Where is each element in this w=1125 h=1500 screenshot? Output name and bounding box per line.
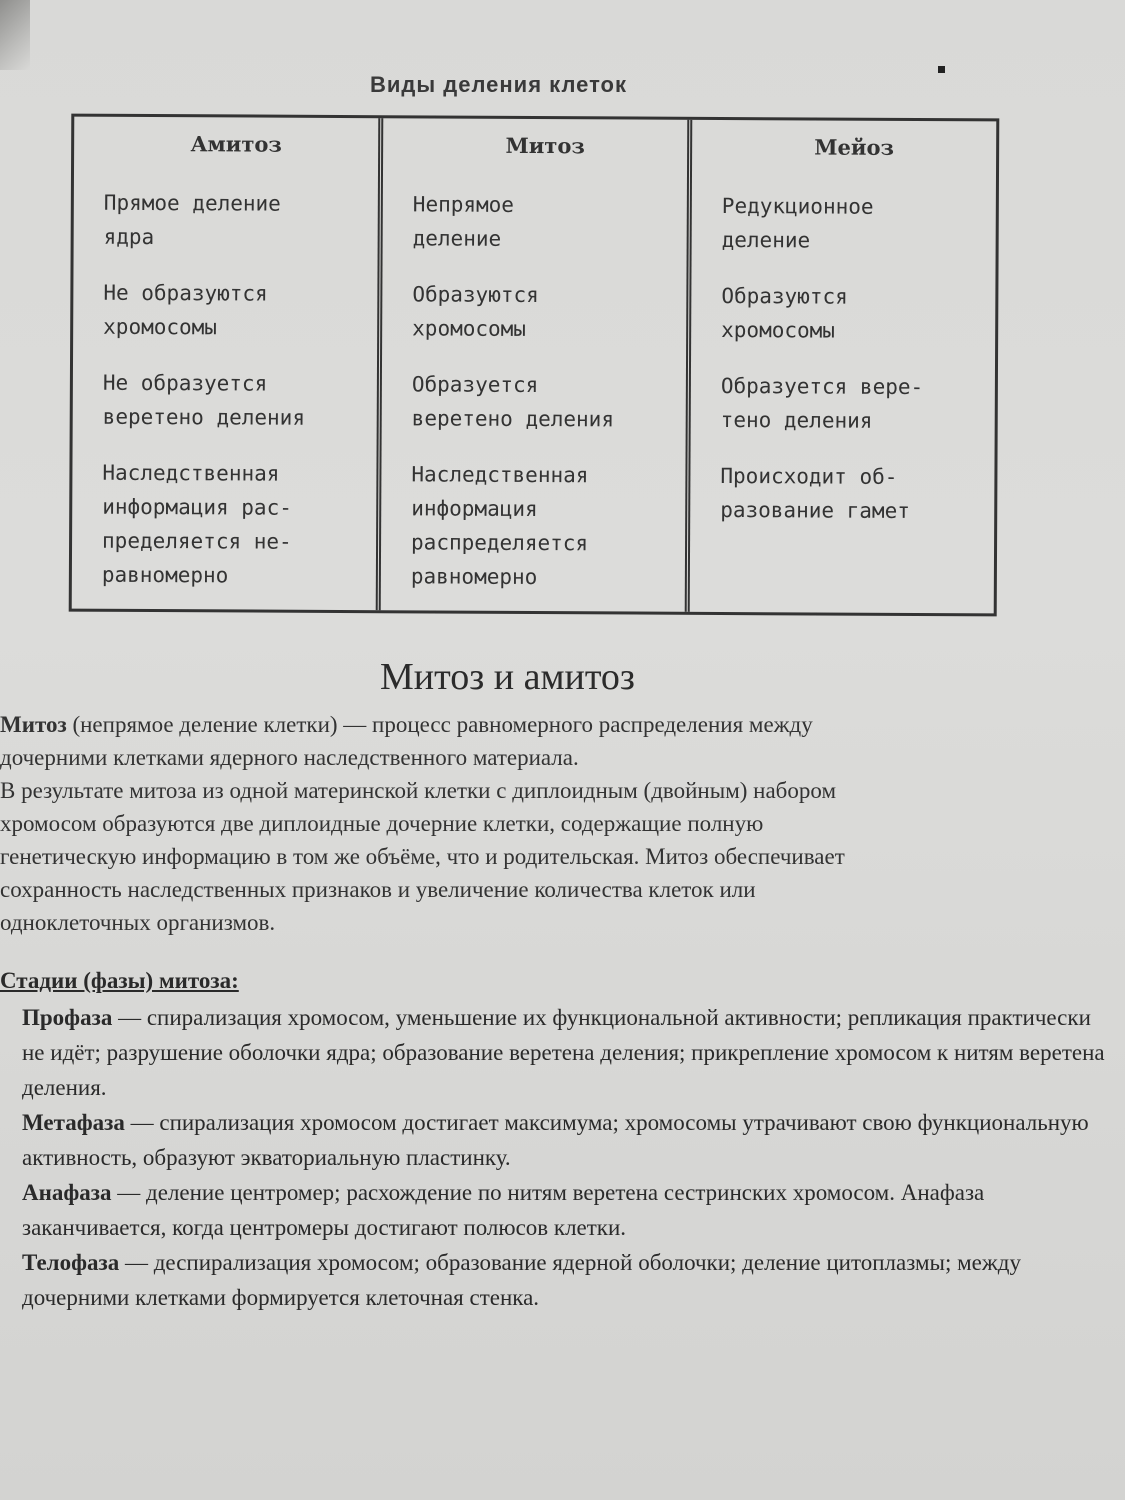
table-cell: Не образуются хромосомы (103, 280, 268, 340)
table-cell: Образуется веретено деления (411, 372, 615, 432)
column-meiosis (685, 120, 997, 614)
stages-list (22, 1000, 1117, 1315)
section-heading: Митоз и амитоз (380, 656, 635, 698)
print-dot (938, 66, 945, 73)
intro-paragraph (0, 708, 1110, 774)
table-cell: Не образуется веретено деления (102, 370, 306, 430)
stage-name: Телофаза (22, 1250, 120, 1275)
table-cell: Непрямое деление (412, 192, 515, 251)
column-header: Митоз (505, 132, 585, 159)
result-paragraph: В результате митоза из одной материнской клетки с диплоидным (двойным) набором хромосом образуются две диплоидные дочерние клетки, содержащие полную генетическую информацию в том же объёме, что и родительская. Митоз обеспечивает сохранность наследственных признаков и увеличение количества клеток или одноклеточных организмов. (0, 778, 845, 935)
table-title: Виды деления клеток (370, 72, 628, 97)
table-cell: Наследственная информация рас- пределяется не- равномерно (101, 460, 292, 588)
stage-telophase (22, 1245, 1117, 1315)
stage-name: Анафаза (22, 1180, 112, 1205)
column-mitosis (376, 118, 688, 612)
table-cell: Образуются хромосомы (721, 283, 848, 343)
table-cell: Происходит об- разование гамет (720, 463, 910, 523)
stage-anaphase (22, 1175, 1117, 1245)
stage-text: — деление центромер; расхождение по нитям веретена сестринских хромосом. Анафаза заканчивается, когда центромеры достигают полюсов клетки. (22, 1180, 985, 1240)
cell-division-table (69, 114, 1000, 617)
intro-term: Митоз (0, 712, 67, 737)
stage-name: Профаза (22, 1005, 113, 1030)
intro-text: (непрямое деление клетки) — процесс равномерного распределения между дочерними клетками ядерного наследственного материала. (0, 712, 813, 770)
table-cell: Редукционное деление (721, 193, 874, 253)
table-cell: Образуется вере- тено деления (720, 373, 924, 433)
table-cell: Прямое деление ядра (103, 190, 281, 250)
stage-text: — спирализация хромосом, уменьшение их функциональной активности; репликация практически не идёт; разрушение оболочки ядра; образование веретена деления; прикрепление хромосом к нитям веретена деления. (22, 1005, 1105, 1100)
table-cell: Наследственная информация распределяется равномерно (410, 462, 589, 590)
stage-text: — деспирализация хромосом; образование ядерной оболочки; деление цитоплазмы; между дочерними клетками формируется клеточная стенка. (22, 1250, 1021, 1310)
stage-metaphase (22, 1105, 1117, 1175)
column-header: Амитоз (190, 131, 282, 157)
column-header: Мейоз (814, 134, 895, 160)
table-cell: Образуются хромосомы (412, 282, 539, 341)
stage-name: Метафаза (22, 1110, 125, 1135)
stages-title: Стадии (фазы) митоза: (0, 968, 239, 993)
stage-prophase (22, 1000, 1117, 1105)
column-amitosis (72, 117, 379, 611)
stage-text: — спирализация хромосом достигает максимума; хромосомы утрачивают свою функциональную активность, образуют экваториальную пластинку. (22, 1110, 1089, 1170)
page-fold-shadow (0, 0, 30, 70)
